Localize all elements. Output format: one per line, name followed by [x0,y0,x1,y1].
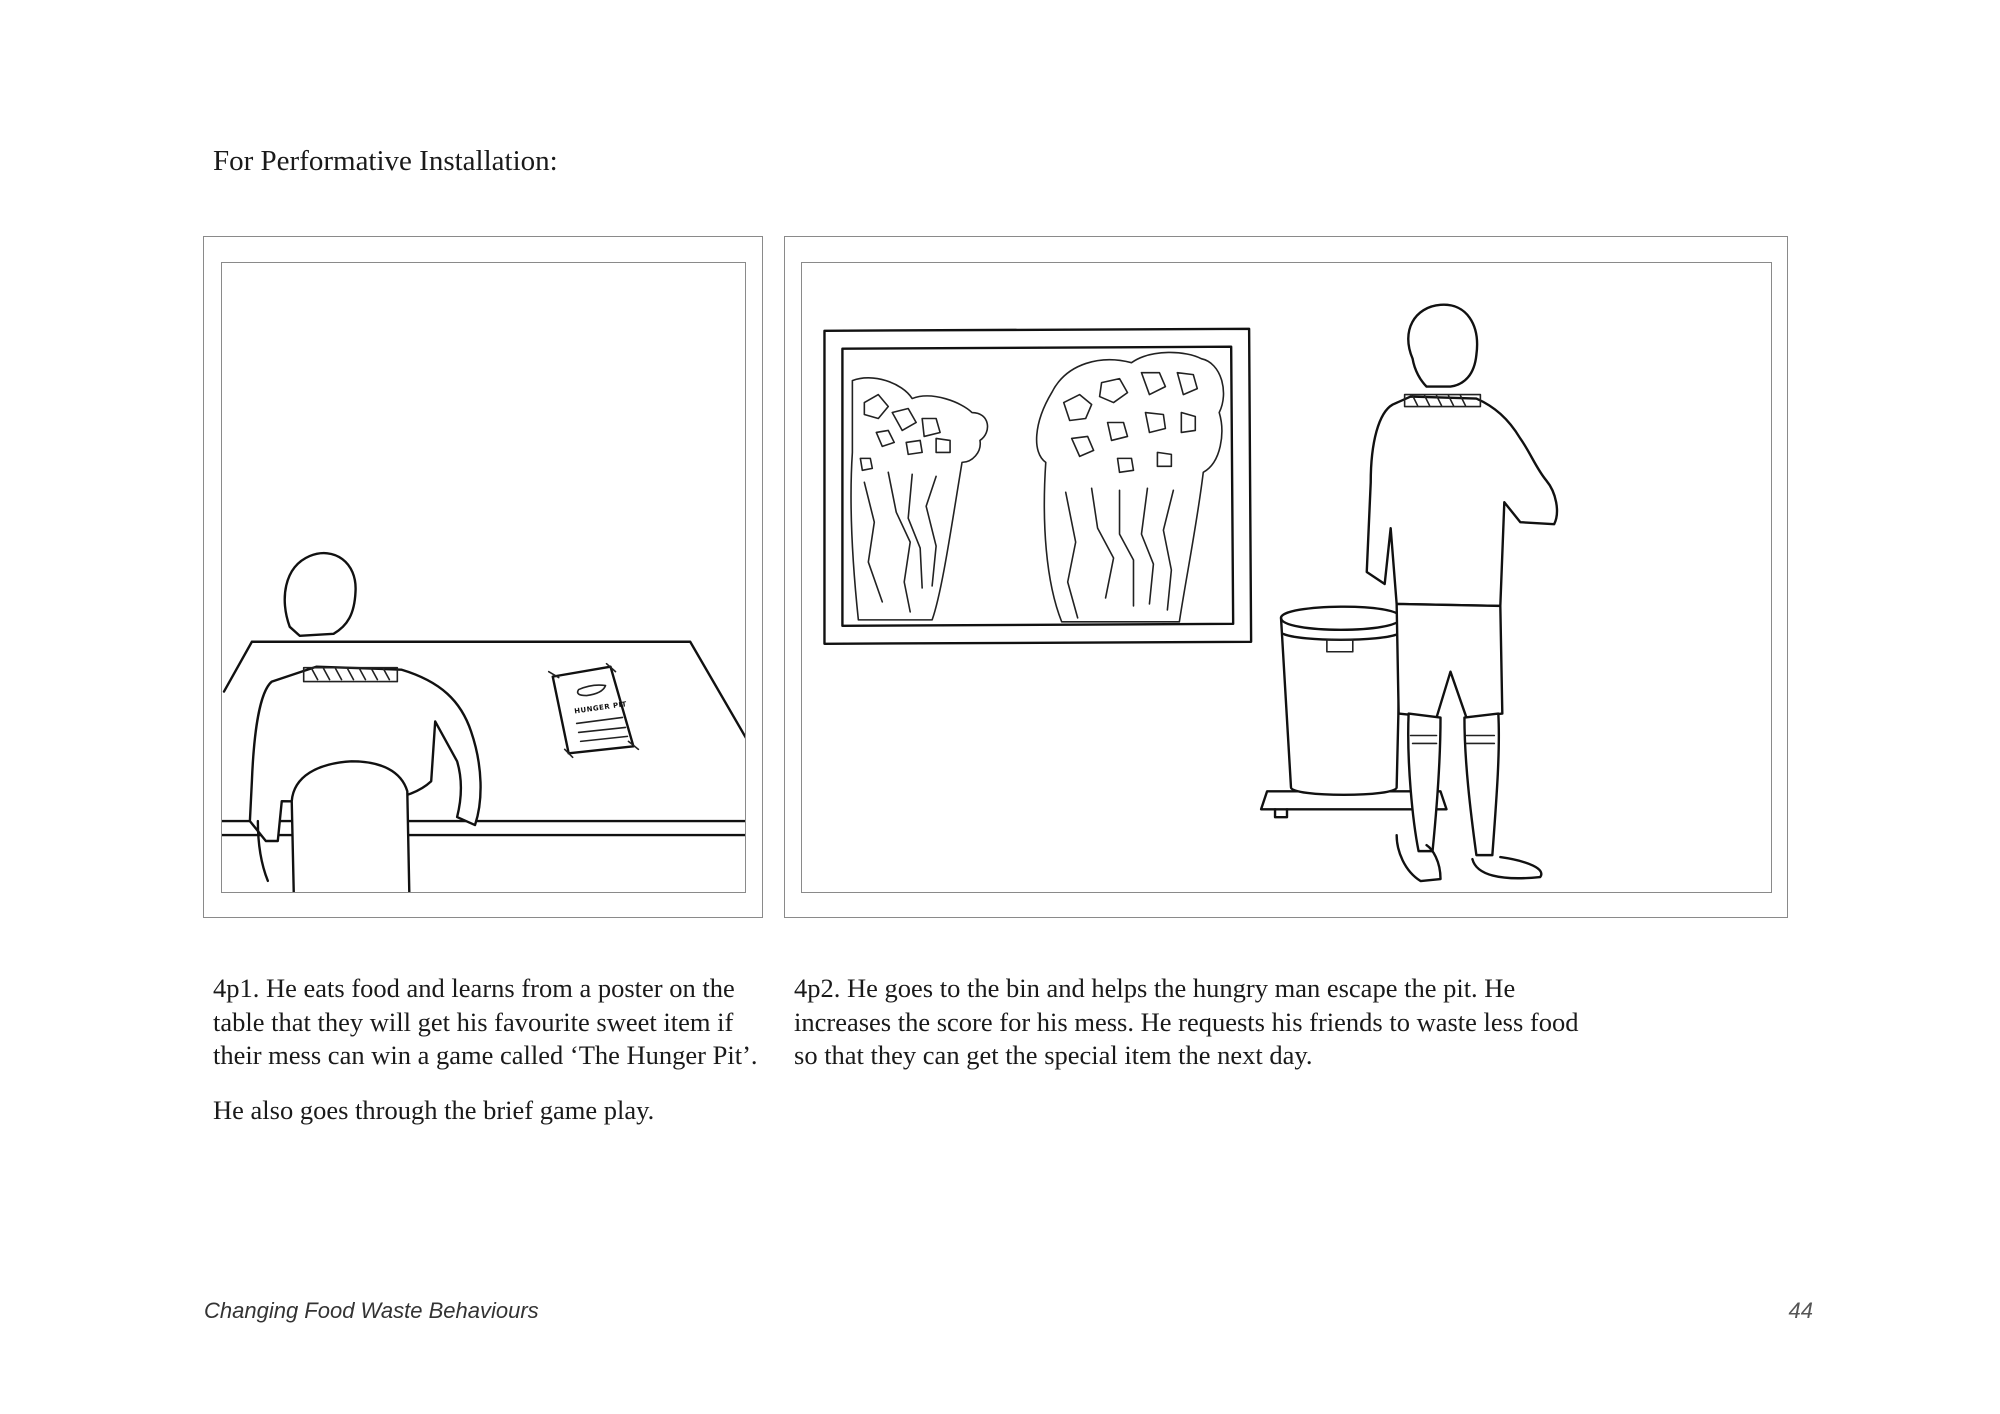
chair [292,761,410,892]
caption-4p1-paragraph-1: 4p1. He eats food and learns from a poster on the table that they will get his favourite sweet item if their mess can win a game called ‘The Hunger Pit’. [213,973,758,1070]
panel-4p1-illustration [221,262,746,893]
panel-4p2-illustration [801,262,1772,893]
hunger-pit-artwork-frame [824,329,1251,644]
caption-4p2 [794,972,1594,1073]
sketch-man-at-bin [802,263,1771,892]
footer-document-title: Changing Food Waste Behaviours [204,1298,539,1323]
section-heading: For Performative Installation: [213,145,558,177]
caption-4p1 [213,972,773,1127]
poster-title-text: HUNGER PIT [573,700,628,716]
hunger-pit-poster [549,664,639,758]
caption-4p2-paragraph-1: 4p2. He goes to the bin and helps the hungry man escape the pit. He increases the score for his mess. He requests his friends to waste less food so that they can get the special item the next day. [794,973,1579,1070]
caption-4p1-paragraph-2: He also goes through the brief game play. [213,1094,655,1125]
sketch-man-at-table [222,263,745,892]
page-number: 44 [1788,1298,1813,1323]
